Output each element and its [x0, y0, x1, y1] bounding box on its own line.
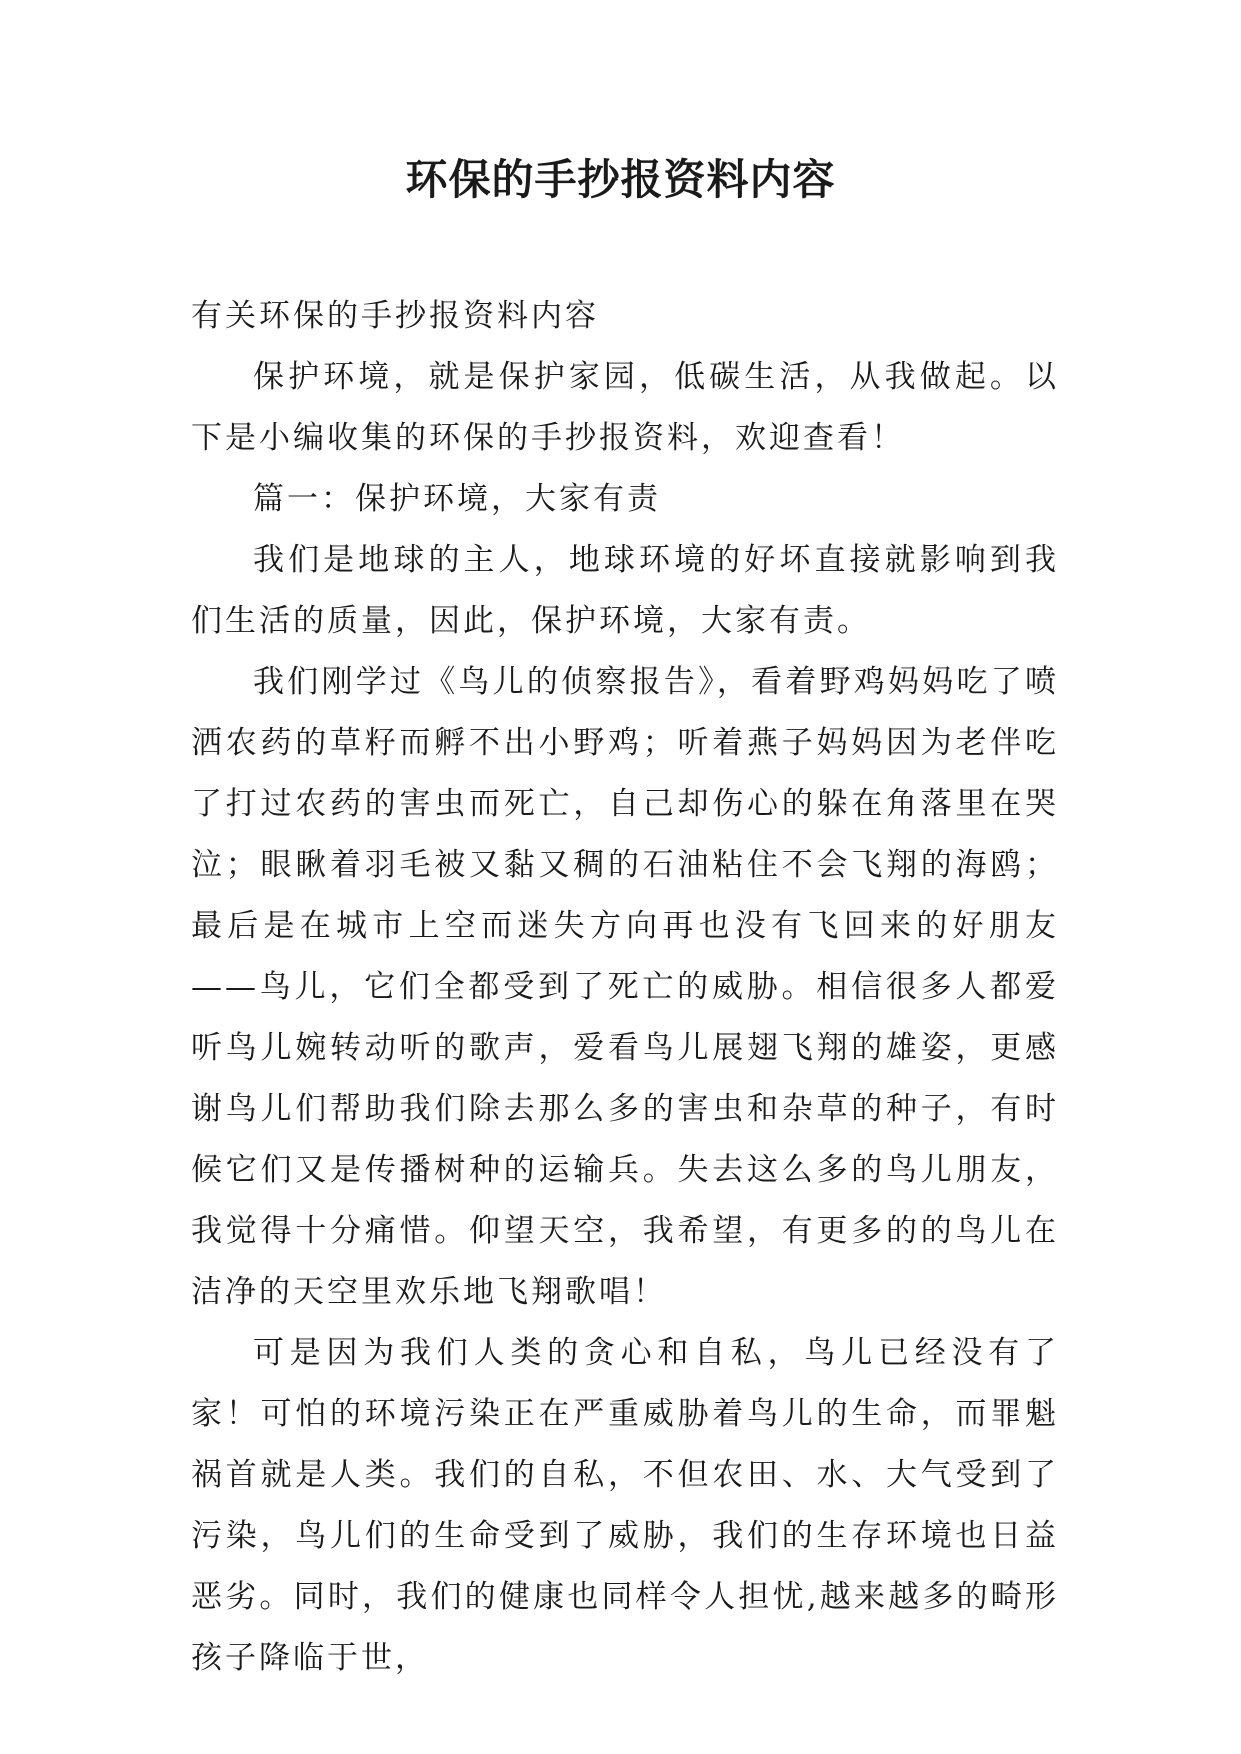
document-body	[191, 286, 1059, 1689]
paragraph-2: 我们刚学过《鸟儿的侦察报告》，看着野鸡妈妈吃了喷洒农药的草籽而孵不出小野鸡；听着燕子妈妈因为老伴吃了打过农药的害虫而死亡，自己却伤心的躲在角落里在哭泣；眼瞅着羽毛被又黏又稠的石油粘住不会飞翔的海鸥；最后是在城市上空而迷失方向再也没有飞回来的好朋友——鸟儿，它们全都受到了死亡的威胁。相信很多人都爱听鸟儿婉转动听的歌声，爱看鸟儿展翅飞翔的雄姿，更感谢鸟儿们帮助我们除去那么多的害虫和杂草的种子，有时候它们又是传播树种的运输兵。失去这么多的鸟儿朋友，我觉得十分痛惜。仰望天空，我希望，有更多的的鸟儿在洁净的天空里欢乐地飞翔歌唱！	[191, 664, 1059, 1310]
paragraph-preface: 保护环境，就是保护家园，低碳生活，从我做起。以下是小编收集的环保的手抄报资料，欢迎查看！	[191, 359, 1059, 456]
paragraph-3: 可是因为我们人类的贪心和自私，鸟儿已经没有了家！可怕的环境污染正在严重威胁着鸟儿的生命，而罪魁祸首就是人类。我们的自私，不但农田、水、大气受到了污染，鸟儿们的生命受到了威胁，我们的生存环境也日益恶劣。同时，我们的健康也同样令人担忧,越来越多的畸形孩子降临于世，	[191, 1335, 1059, 1676]
document-title: 环保的手抄报资料内容	[405, 155, 836, 204]
intro-line: 有关环保的手抄报资料内容	[191, 298, 599, 334]
section-heading: 篇一：保护环境，大家有责	[253, 481, 661, 517]
paragraph-1: 我们是地球的主人，地球环境的好坏直接就影响到我们生活的质量，因此，保护环境，大家有责。	[191, 542, 1059, 639]
